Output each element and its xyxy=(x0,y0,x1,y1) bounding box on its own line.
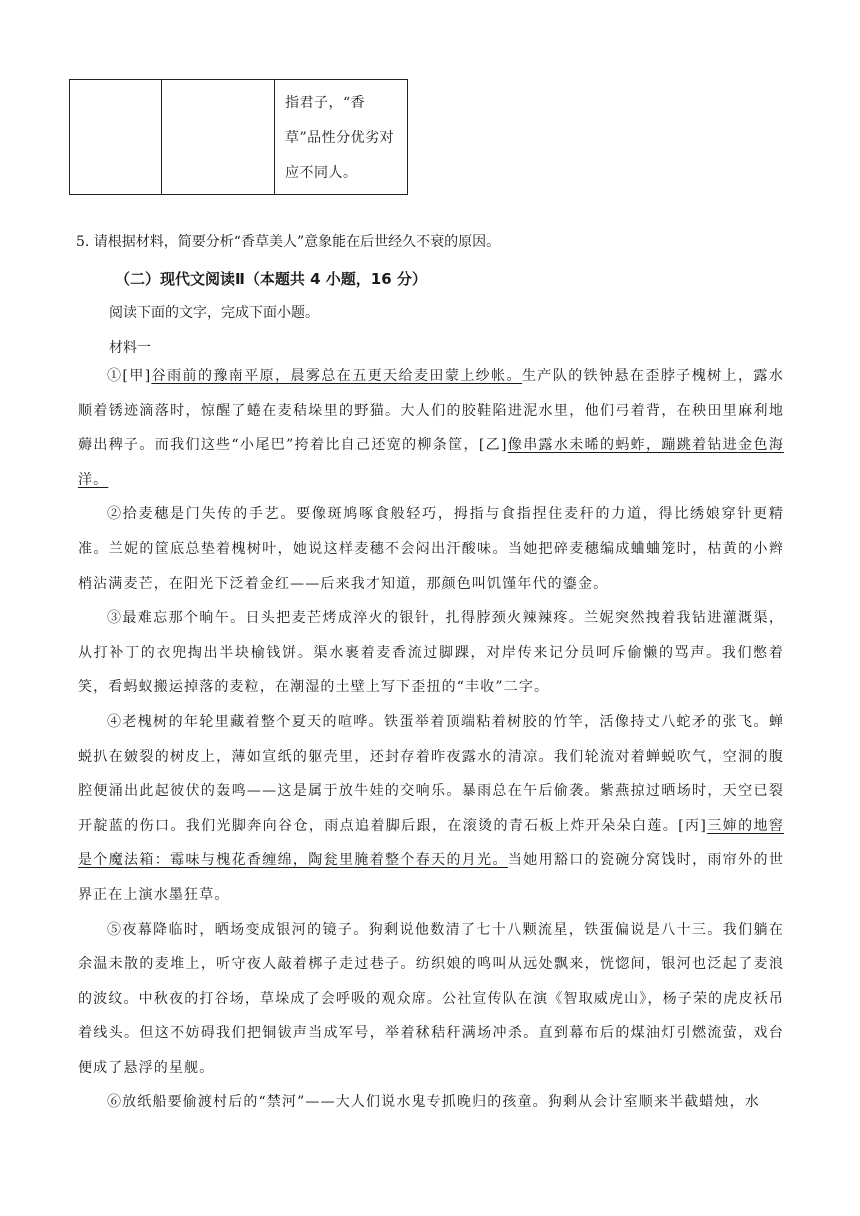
material-title: 材料一 xyxy=(109,340,151,356)
underlined-sentence-bing: 三婶的地窖是个魔法箱：霉味与槐花香缠绵，陶瓮里腌着整个春天的月光。 xyxy=(78,817,784,869)
article-body xyxy=(78,359,784,1120)
section-title: （二）现代文阅读Ⅱ（本题共 4 小题，16 分） xyxy=(115,270,427,288)
paragraph-1: ①[甲]谷雨前的豫南平原，晨雾总在五更天给麦田蒙上纱帐。生产队的铁钟悬在歪脖子槐树上，露水顺着锈迹滴落时，惊醒了蜷在麦秸垛里的野猫。大人们的胶鞋陷进泥水里，他们弓着背，在秧田里麻利地薅出稗子。而我们这些“小尾巴”挎着比自己还宽的柳条筐，[乙]像串露水未晞的蚂蚱，蹦跳着钻进金色海洋。 xyxy=(78,368,784,488)
paragraph-4: ④老槐树的年轮里藏着整个夏天的喧哗。铁蛋举着顶端粘着树胶的竹竿，活像持丈八蛇矛的张飞。蝉蜕扒在皴裂的树皮上，薄如宣纸的躯壳里，还封存着昨夜露水的清凉。我们轮流对着蝉蜕吹气，空洞的腹腔便涌出此起彼伏的轰鸣——这是属于放牛娃的交响乐。暴雨总在午后偷袭。紫燕掠过晒场时，天空已裂开靛蓝的伤口。我们光脚奔向谷仓，雨点追着脚后跟，在滚烫的青石板上炸开朵朵白莲。[丙]三婶的地窖是个魔法箱：霉味与槐花香缠绵，陶瓮里腌着整个春天的月光。当她用豁口的瓷碗分窝饯时，雨帘外的世界正在上演水墨狂草。 xyxy=(78,713,784,903)
paragraph-2: ②拾麦穗是门失传的手艺。要像斑鸠啄食般轻巧，拇指与食指捏住麦秆的力道，得比绣娘穿针更精准。兰妮的筐底总垫着槐树叶，她说这样麦穗不会闷出汗酸味。当她把碎麦穗编成蛐蛐笼时，枯黄的小辫梢沾满麦芒，在阳光下泛着金红——后来我才知道，那颜色叫饥馑年代的鎏金。 xyxy=(78,506,784,592)
question-5: 5. 请根据材料，简要分析“香草美人”意象能在后世经久不衰的原因。 xyxy=(76,234,501,250)
table-fragment xyxy=(69,79,408,195)
table-cell-2 xyxy=(162,80,275,195)
paragraph-3: ③最难忘那个晌午。日头把麦芒烤成淬火的银针，扎得脖颈火辣辣疼。兰妮突然拽着我钻进灌溉渠，从打补丁的衣兜掏出半块榆钱饼。渠水裹着麦香流过脚踝，对岸传来记分员呵斥偷懒的骂声。我们憋着笑，看蚂蚁搬运掉落的麦粒，在潮湿的土壁上写下歪扭的“丰收”二字。 xyxy=(78,610,784,696)
paragraph-6: ⑥放纸船要偷渡村后的“禁河”——大人们说水鬼专抓晚归的孩童。狗剩从会计室顺来半截蜡烛，水 xyxy=(107,1094,760,1111)
instruction-text: 阅读下面的文字，完成下面小题。 xyxy=(109,305,319,321)
table-cell-1 xyxy=(70,80,162,195)
underlined-sentence-yi: 像串露水未晞的蚂蚱，蹦跳着钻进金色海洋。 xyxy=(78,437,784,488)
table-cell-3: 指君子，“香草”品性分优劣对应不同人。 xyxy=(275,80,408,195)
table-row xyxy=(70,80,408,195)
underlined-sentence-jia: 谷雨前的豫南平原，晨雾总在五更天给麦田蒙上纱帐。 xyxy=(151,368,522,384)
paragraph-5: ⑤夜幕降临时，晒场变成银河的镜子。狗剩说他数清了七十八颗流星，铁蛋偏说是八十三。我们躺在余温未散的麦堆上，听守夜人敲着梆子走过巷子。纺织娘的鸣叫从远处飘来，恍惚间，银河也泛起了麦浪的波纹。中秋夜的打谷场，草垛成了会呼吸的观众席。公社宣传队在演《智取威虎山》，杨子荣的虎皮袄吊着线头。但这不妨碍我们把铜钹声当成军号，举着秫秸秆满场冲杀。直到幕布后的煤油灯引燃流萤，戏台便成了悬浮的星舰。 xyxy=(78,921,784,1076)
